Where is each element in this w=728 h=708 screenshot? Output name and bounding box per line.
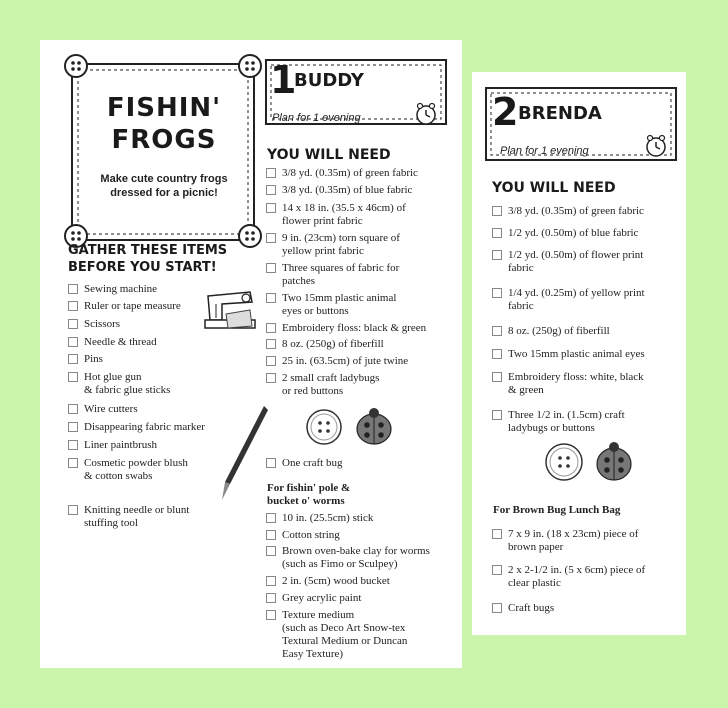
checkbox[interactable] [492,410,502,420]
item-text: One craft bug [282,457,343,469]
button-icon [65,55,87,77]
tagline: Make cute country frogs dressed for a picnic! [100,173,228,199]
list-item [266,609,407,661]
checkbox[interactable] [68,404,78,414]
item-text: Disappearing fabric marker [84,421,205,433]
list-item [266,167,418,180]
ladybug-button-icon [302,406,400,448]
brenda-name: BRENDA [518,103,602,124]
button-icon [239,55,261,77]
list-item [68,300,181,313]
paintbrush-icon [216,402,270,502]
item-subtext: & cotton swabs [84,470,153,482]
list-item [492,371,644,397]
list-item [266,575,390,588]
item-text: 9 in. (23cm) torn square of [282,232,400,244]
clock-icon [644,134,668,158]
checkbox[interactable] [68,354,78,364]
list-item [492,287,645,313]
list-item [68,504,189,530]
list-item [68,353,103,366]
item-subtext: & fabric glue sticks [84,384,171,396]
checkbox[interactable] [68,372,78,382]
list-item [266,338,384,351]
item-text: 1/2 yd. (0.50m) of flower print [508,249,644,261]
checkbox[interactable] [68,458,78,468]
list-item [266,545,430,571]
list-item [68,421,205,434]
item-text: Hot glue gun [84,371,142,383]
checkbox[interactable] [266,530,276,540]
checkbox[interactable] [492,206,502,216]
list-item [266,184,412,197]
buddy-need-heading: YOU WILL NEED [267,147,391,163]
checkbox[interactable] [492,529,502,539]
ladybug-icon [597,442,631,480]
button-icon [546,444,582,480]
checkbox[interactable] [68,337,78,347]
checkbox[interactable] [492,565,502,575]
card-brenda [472,72,686,635]
item-subtext: flower print fabric [282,215,363,227]
list-item [492,249,643,275]
checkbox[interactable] [266,339,276,349]
item-subtext: Easy Texture) [282,648,344,660]
fishin-pole-heading: For fishin' pole & bucket o' worms [267,482,351,507]
item-subtext: or red buttons [282,385,344,397]
item-subtext: (such as Fimo or Sculpey) [282,558,398,570]
brenda-plan: Plan for 1 evening [500,145,589,157]
item-text: 3/8 yd. (0.35m) of green fabric [282,167,418,179]
item-text: 8 oz. (250g) of fiberfill [282,338,384,350]
item-subtext: & green [508,384,544,396]
item-text: 8 oz. (250g) of fiberfill [508,325,610,337]
item-text: Wire cutters [84,403,138,415]
checkbox[interactable] [492,288,502,298]
item-subtext: stuffing tool [84,517,138,529]
checkbox[interactable] [492,326,502,336]
item-text: Three squares of fabric for [282,262,400,274]
list-item [492,205,644,218]
list-item [68,318,120,331]
list-item [492,227,638,240]
list-item [266,262,399,288]
lunch-bag-heading: For Brown Bug Lunch Bag [493,504,621,516]
checkbox[interactable] [68,301,78,311]
buddy-number: 1 [270,58,297,102]
item-subtext: yellow print fabric [282,245,364,257]
item-text: Cosmetic powder blush [84,457,188,469]
brenda-number: 2 [492,90,519,134]
checkbox[interactable] [266,168,276,178]
item-subtext: (such as Deco Art Snow-tex [282,622,406,634]
item-subtext: ladybugs or buttons [508,422,595,434]
list-item [68,336,157,349]
button-icon [239,225,261,247]
checkbox[interactable] [68,505,78,515]
checkbox[interactable] [266,233,276,243]
list-item [266,355,408,368]
list-item [68,439,157,452]
gather-heading: GATHER THESE ITEMS BEFORE YOU START! [68,243,228,275]
item-subtext: eyes or buttons [282,305,349,317]
clock-icon [414,102,438,126]
checkbox[interactable] [492,250,502,260]
list-item [492,325,610,338]
list-item [492,348,645,361]
item-text: 1/4 yd. (0.25m) of yellow print [508,287,645,299]
item-text: Needle & thread [84,336,157,348]
list-item [266,232,400,258]
list-item [68,403,138,416]
list-item [266,512,373,525]
project-title: FISHIN' FROGS [106,93,222,155]
buddy-name: BUDDY [294,70,364,91]
item-text: 14 x 18 in. (35.5 x 46cm) of [282,202,406,214]
checkbox[interactable] [266,610,276,620]
item-text: 25 in. (63.5cm) of jute twine [282,355,409,367]
checkbox[interactable] [266,513,276,523]
list-item [266,592,361,605]
item-text: Two 15mm plastic animal [282,292,397,304]
checkbox[interactable] [68,422,78,432]
checkbox[interactable] [266,593,276,603]
item-text: Two 15mm plastic animal eyes [508,348,645,360]
checkbox[interactable] [266,323,276,333]
list-item [266,372,379,398]
list-item [266,529,340,542]
list-item [492,528,638,554]
button-icon [307,410,341,444]
item-text: Pins [84,353,103,365]
list-item [68,283,157,296]
list-item [68,457,188,483]
list-item [492,409,625,435]
checkbox[interactable] [266,373,276,383]
ladybug-icon [357,408,391,444]
checkbox[interactable] [68,440,78,450]
checkbox[interactable] [266,293,276,303]
list-item [266,322,426,335]
item-text: 2 small craft ladybugs [282,372,380,384]
sewing-machine-icon [202,282,260,334]
brenda-need-heading: YOU WILL NEED [492,180,616,196]
checkbox[interactable] [492,603,502,613]
checkbox[interactable] [266,458,276,468]
item-text: 2 in. (5cm) wood bucket [282,575,390,587]
list-item [68,371,170,397]
checkbox[interactable] [266,576,276,586]
checkbox[interactable] [68,319,78,329]
item-text: Grey acrylic paint [282,592,362,604]
item-text: 7 x 9 in. (18 x 23cm) piece of [508,528,639,540]
item-text: 1/2 yd. (0.50m) of blue fabric [508,227,639,239]
item-text: Cotton string [282,529,340,541]
item-text: 3/8 yd. (0.35m) of blue fabric [282,184,413,196]
item-text: Three 1/2 in. (1.5cm) craft [508,409,625,421]
checkbox[interactable] [492,349,502,359]
item-text: Embroidery floss: white, black [508,371,644,383]
item-subtext: clear plastic [508,577,561,589]
item-subtext: fabric [508,300,534,312]
item-text: Ruler or tape measure [84,300,181,312]
item-text: Knitting needle or blunt [84,504,190,516]
list-item [266,202,406,228]
list-item [266,292,396,318]
item-text: Texture medium [282,609,355,621]
item-subtext: patches [282,275,315,287]
item-text: 10 in. (25.5cm) stick [282,512,374,524]
item-text: Craft bugs [508,602,555,614]
list-item [492,602,554,615]
item-text: Brown oven-bake clay for worms [282,545,430,557]
checkbox[interactable] [492,228,502,238]
item-subtext: Textural Medium or Duncan [282,635,408,647]
item-subtext: brown paper [508,541,564,553]
item-text: 2 x 2-1/2 in. (5 x 6cm) piece of [508,564,646,576]
item-text: Scissors [84,318,121,330]
checkbox[interactable] [266,185,276,195]
item-subtext: fabric [508,262,534,274]
item-text: 3/8 yd. (0.35m) of green fabric [508,205,644,217]
item-text: Embroidery floss: black & green [282,322,427,334]
list-item [266,457,342,470]
checkbox[interactable] [266,203,276,213]
checkbox[interactable] [68,284,78,294]
checkbox[interactable] [266,356,276,366]
ladybug-button-icon [542,440,640,484]
list-item [492,564,645,590]
item-text: Liner paintbrush [84,439,158,451]
checkbox[interactable] [492,372,502,382]
buddy-plan: Plan for 1 evening [272,112,361,124]
checkbox[interactable] [266,263,276,273]
item-text: Sewing machine [84,283,158,295]
checkbox[interactable] [266,546,276,556]
card-fishin-frogs [40,40,462,668]
